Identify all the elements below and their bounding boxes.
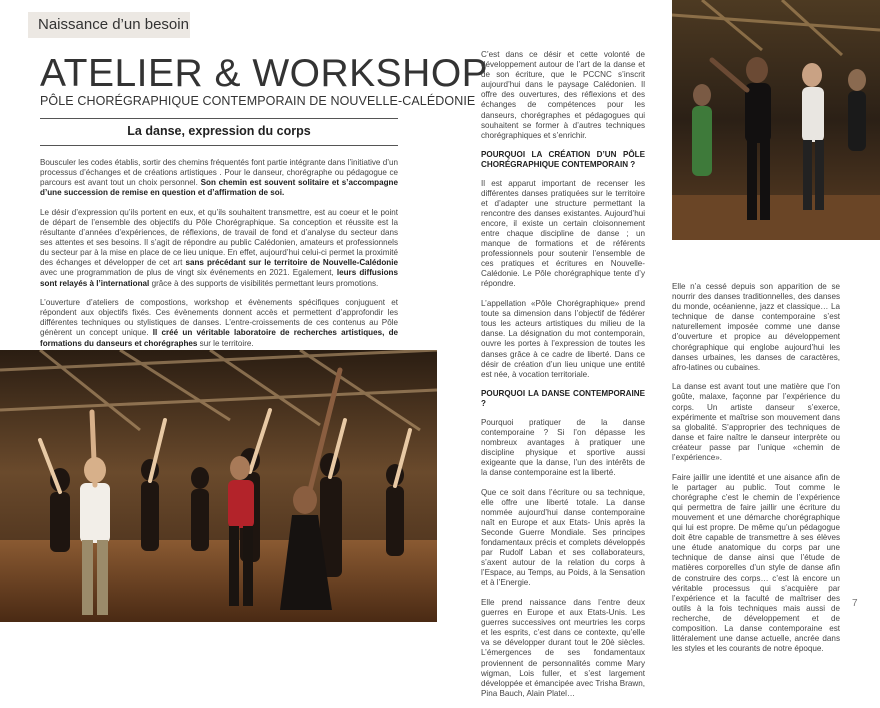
paragraph: L’appellation «Pôle Chorégraphique» prend toute sa dimension dans l’objectif de fédérer tous les acteurs artistiques du milieu de la danse. La désignation du mot contemporain, ouvre les portes à l’expression de toutes les danses grâce à ce cadre de liberté. Dans ce désir de création d’un lieu unique une entité est née, à vocation territoriale. bbox=[481, 299, 645, 379]
paragraph: Faire jaillir une identité et une aisance afin de le partager au public. Tout comme le chorégraphe c’est le chemin de l’expérience qui permettra de faire jaillir une écriture du mouvement et une démarche chorégraphique qui lui est propre. De même qu’un pédagogue doit être capable de transmettre à ses élèves une étude anatomique du corps par une technique de danse ainsi que l’étude de matières corporelles d’un style de danse afin de construire des corps… c’est là encore un véritable processus qui s’acquière par l’expérience et la faculté de maîtriser des outils à la fois techniques mais aussi de recherche, de développement et de composition. La danse contemporaine est littéralement une danse actuelle, ancrée dans les styles et les courants de notre époque. bbox=[672, 472, 840, 654]
section-tag: Naissance d’un besoin bbox=[28, 12, 190, 38]
paragraph: C’est dans ce désir et cette volonté de développement autour de l’art de la danse et de son écriture, que le PCCNC s’inscrit aujourd’hui dans le paysage Calédonien. Il offre des ouvertures, des réflexions et des échanges de compétences pour les danseurs, chorégraphes et pédagogues qui souhaitent se former à d’autres techniques chorégraphiques et s’enrichir. bbox=[481, 50, 645, 140]
paragraph: L’ouverture d’ateliers de compostions, workshop et évènements spécifiques conjuguent et répondent aux objectifs fixés. Ces évènements donnent accès et permettent d’approfondir les différentes techniques ou stylistiques de danses. L’entre-croissements de ces contenus au Pôle génèrent un concept unique. Il créé un véritable laboratoire de recherches artistiques, de formations du danseurs et chorégraphes sur le territoire. bbox=[40, 298, 399, 348]
heading-contemporary-dance: POURQUOI LA DANSE CONTEMPORAINE ? bbox=[481, 389, 645, 409]
paragraph: Elle prend naissance dans l’entre deux guerres en Europe et aux Etats-Unis. Les guerres successives ont meurtries les corps et les esprits, c’est dans ce contexte, qu’elle va se développer durant tout le 20è siècles. L’émergences de ses fondamentaux proviennent de personnalités comme Mary wigman, Lois fuller, et s’est largement développée et émancipée avec Trisha Brawn, Pina Bauch, Alain Platel… bbox=[481, 598, 645, 698]
paragraph: Le désir d’expression qu’ils portent en eux, et qu’ils souhaitent transmettre, est au coeur et le point de départ de l’ensemble des objectifs du Pôle Chorégraphique. Sa conception et réussite est la résultante d’années d’expériences, de réflexions, de travail de fond et d’analyse du secteur dans ses attentes et ses besoins. Il s’agit de répondre au public Calédonien, amateurs et professionnels du secteur par à la mise en place de ce lieu unique. En effet, aujourd’hui celui-ci permet la proximité des échanges et développer de cet art sans précédant sur le territoire de Nouvelle-Calédonie avec une programmation de plus de vingt six événements en 2021. Egalement, leurs diffusions sont relayés à l’international grâce à des supports de visibilités permettant leurs promotions. bbox=[40, 207, 398, 288]
divider-top bbox=[40, 118, 398, 119]
paragraph: Bousculer les codes établis, sortir des chemins fréquentés font partie intégrante dans l’initiative d’un processus d’échanges et de créations artistiques . Pour le danseur, chorégraphe ou pédagogue ce parcours est avant tout un choix personnel. Son chemin est souvent solitaire et s’accompagne d’une succession de remise en question et d’affirmation de soi. bbox=[40, 158, 399, 198]
page-title: ATELIER & WORKSHOP bbox=[40, 52, 489, 95]
page-number: 7 bbox=[852, 598, 858, 609]
paragraph: Que ce soit dans l’écriture ou sa technique, elle offre une liberté totale. La danse nommée aujourd’hui danse contemporaine naît en Europe et aux Etats- Unis après la Seconde Guerre Mondiale. Ses principes fondamentaux précis et complets développés par Rudolf Laban et ses collaborateurs, s’axent autour de la relation du corps à l’Espace, au Temps, au Poids, à la Sensation et à l’Energie. bbox=[481, 487, 645, 588]
right-column bbox=[672, 282, 840, 664]
dancers-photo bbox=[672, 0, 880, 240]
intro-column bbox=[40, 158, 398, 358]
paragraph: Pourquoi pratiquer de la danse contemporaine ? Si l’on dépasse les nombreux avantages à pratiquer une discipline physique et sportive aussi exigeante que la danse, l’un des intérêts de la danse contemporaine est la liberté. bbox=[481, 417, 645, 477]
paragraph: Elle n’a cessé depuis son apparition de se nourrir des danses traditionnelles, des danses du monde, océanienne, jazz et classique… La technique de danse contemporaine s’est naturellement imposée comme une danse d’ouverture et propice au développement chorégraphique qui englobe aujourd’hui les danses urbaines, les danses de caractères, afro-latines ou cubaines. bbox=[672, 282, 840, 372]
dance-class-photo bbox=[0, 350, 437, 622]
section-title: La danse, expression du corps bbox=[127, 124, 311, 138]
paragraph: Il est apparut important de recenser les différentes danses pratiquées sur le territoire et d’adapter une structure permettant la rencontre des danses existantes. Aujourd’hui encore, il existe un certain cloisonnement entre chaque discipline de danse ; un manque de formations et de référents professionnels pour soutenir l’ensemble de ces pratiques et écritures en Nouvelle-Calédonie. Le Pôle chorégraphique tente d’y répondre. bbox=[481, 178, 645, 289]
middle-column bbox=[481, 50, 645, 708]
divider-bottom bbox=[40, 145, 398, 146]
paragraph: La danse est avant tout une matière que l’on goûte, malaxe, façonne par l’expérience du corps. Un artiste danseur s’exerce, expérimente et maîtrise son mouvement dans sa globalité. S’approprier des techniques de danse et faire naître le danseur interprète ou créateur passe par l’unique «chemin de l’expérience». bbox=[672, 382, 840, 462]
heading-creation-pole: POURQUOI LA CRÉATION D’UN PÔLE CHORÉGRAPHIQUE CONTEMPORAIN ? bbox=[481, 150, 645, 170]
page-subtitle: PÔLE CHORÉGRAPHIQUE CONTEMPORAIN DE NOUVELLE-CALÉDONIE bbox=[40, 94, 476, 108]
